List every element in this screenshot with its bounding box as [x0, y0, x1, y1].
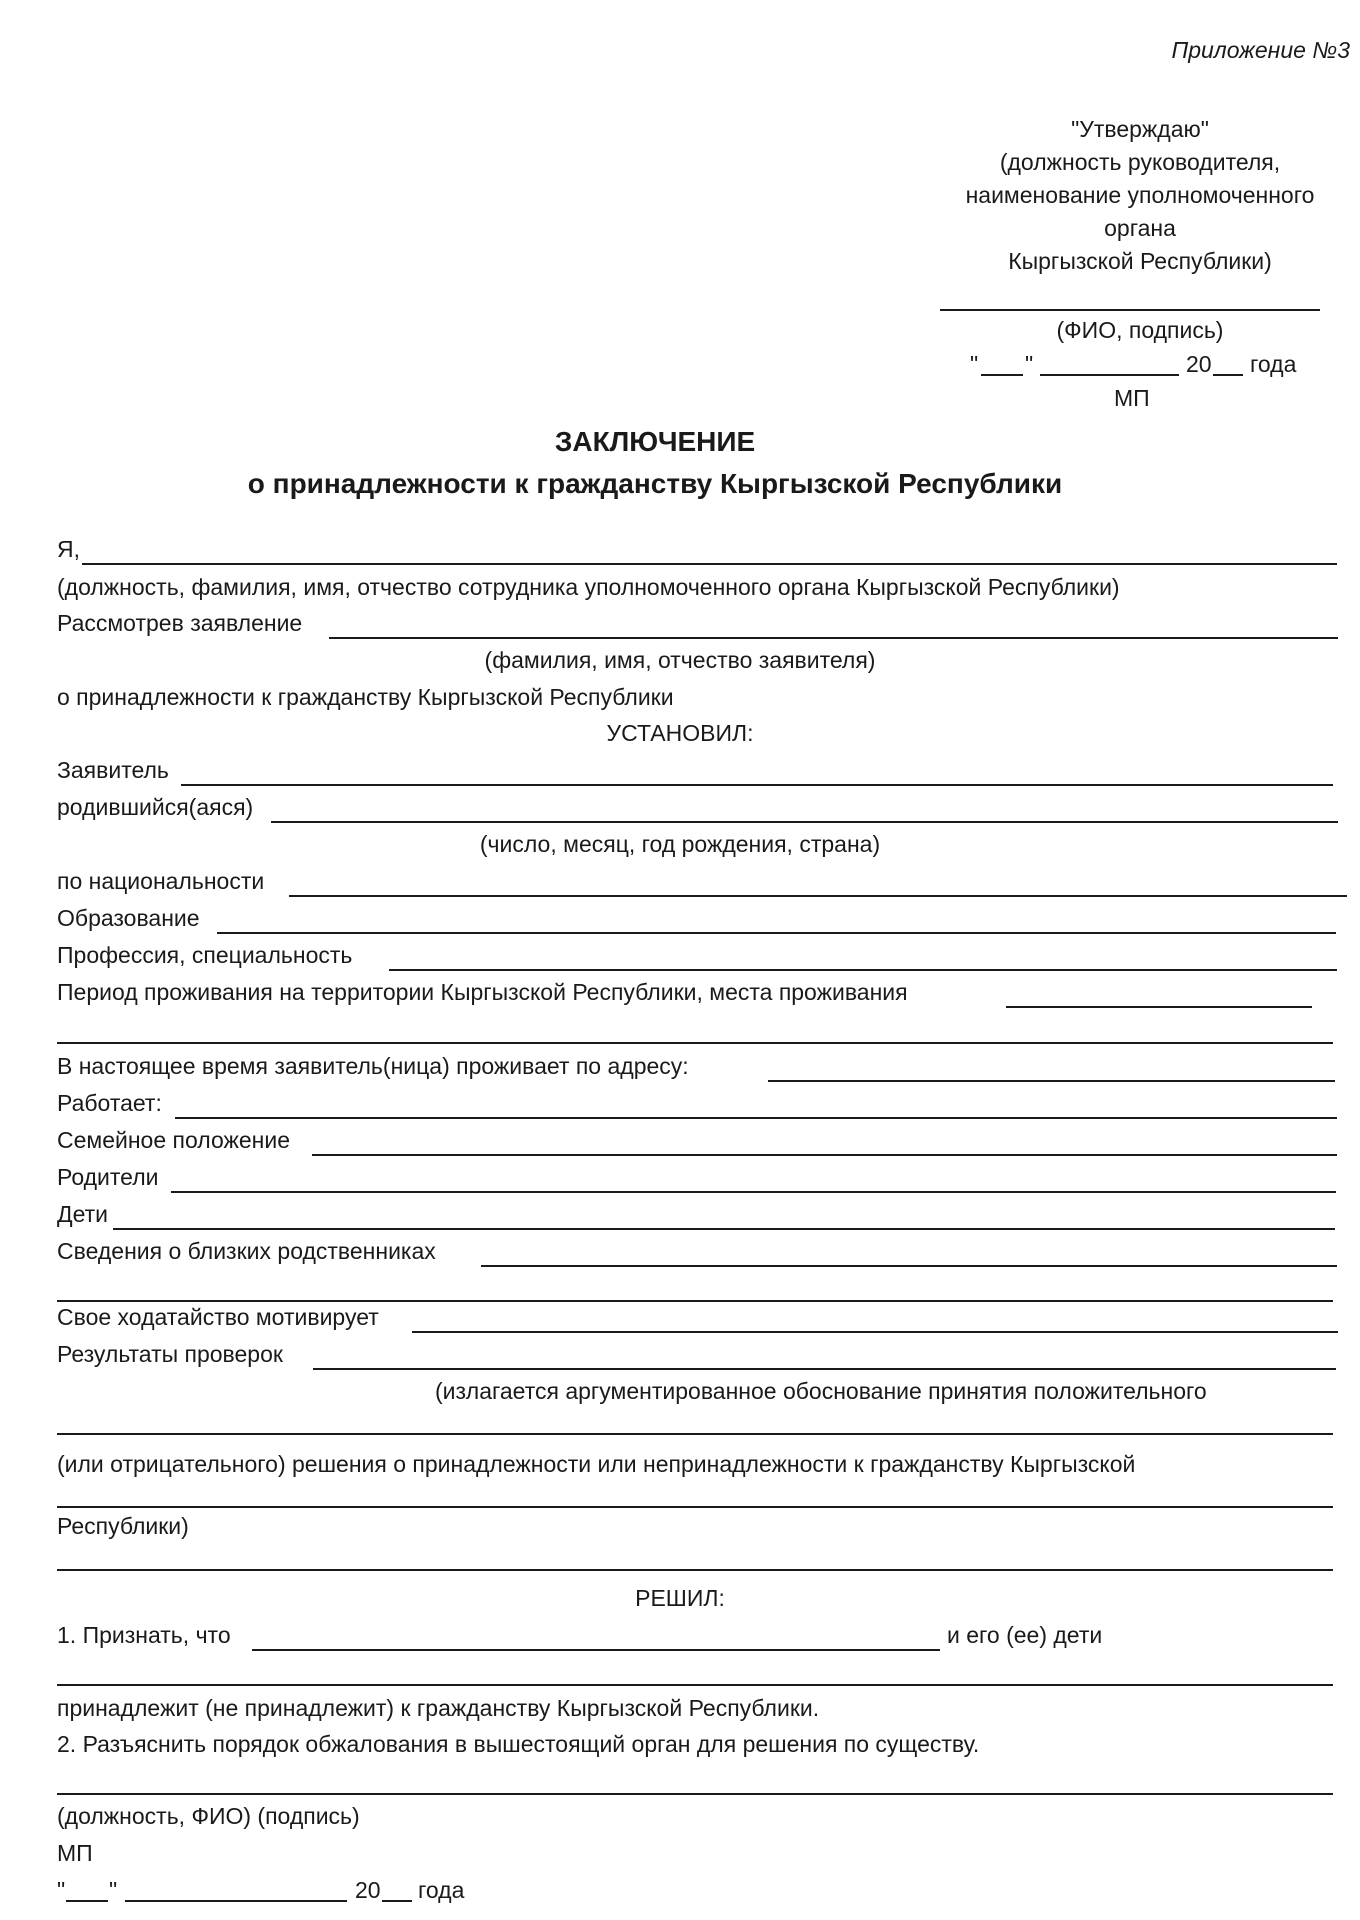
children-row — [57, 1200, 1335, 1230]
appendix-number: Приложение №3 — [1171, 37, 1350, 63]
education-field[interactable] — [217, 932, 1336, 934]
approve-date-year-field[interactable] — [1213, 374, 1243, 376]
approve-date-day-field[interactable] — [981, 374, 1023, 376]
footer-stamp: МП — [57, 1840, 93, 1866]
reasoning-hint-3: Республики) — [57, 1513, 189, 1539]
applicant-name-field[interactable] — [329, 637, 1338, 639]
point1-name-field[interactable] — [252, 1649, 940, 1651]
footer-date-suffix: года — [418, 1877, 465, 1903]
document-title: ЗАКЛЮЧЕНИЕ — [554, 426, 756, 457]
signature-field[interactable] — [57, 1793, 1333, 1795]
motivation-label: Свое ходатайство мотивирует — [57, 1304, 379, 1330]
officer-label: Я, — [57, 536, 80, 562]
parents-field[interactable] — [171, 1191, 1336, 1193]
nationality-row — [57, 867, 1347, 897]
approve-line-3: наименование уполномоченного — [965, 182, 1315, 208]
works-field[interactable] — [175, 1117, 1337, 1119]
relatives-label: Сведения о близких родственниках — [57, 1238, 436, 1264]
reasoning-hint-1: (излагается аргументированное обоснование принятия положительного — [435, 1378, 1207, 1404]
approve-line-4: органа — [1104, 215, 1176, 241]
reasoning-hint-2: (или отрицательного) решения о принадлежности или непринадлежности к гражданству Кыргызской — [57, 1451, 1136, 1477]
residence-period-field-continued[interactable] — [57, 1042, 1333, 1044]
decided-heading: РЕШИЛ: — [635, 1585, 725, 1611]
residence-period-field[interactable] — [1006, 1006, 1312, 1008]
parents-row — [57, 1163, 1336, 1193]
approve-date-quote-close: " — [1025, 351, 1034, 377]
profession-label: Профессия, специальность — [57, 942, 353, 968]
education-row — [57, 904, 1336, 934]
current-address-row — [57, 1052, 1335, 1082]
officer-hint: (должность, фамилия, имя, отчество сотрудника уполномоченного органа Кыргызской Республики) — [57, 574, 1120, 600]
approve-date-month-field[interactable] — [1040, 374, 1179, 376]
approve-date-suffix: года — [1250, 351, 1297, 377]
point1-field-continued[interactable] — [57, 1684, 1333, 1686]
reasoning-field-3[interactable] — [57, 1569, 1333, 1571]
born-hint: (число, месяц, год рождения, страна) — [479, 831, 881, 857]
checks-row — [57, 1340, 1336, 1370]
checks-label: Результаты проверок — [57, 1341, 283, 1367]
parents-label: Родители — [57, 1164, 159, 1190]
residence-period-row — [57, 978, 1312, 1008]
reasoning-field-2[interactable] — [57, 1506, 1333, 1508]
residence-period-label: Период проживания на территории Кыргызской Республики, места проживания — [57, 979, 908, 1005]
approve-line-5: Кыргызской Республики) — [1008, 248, 1272, 274]
approve-date-quote-open: " — [970, 351, 979, 377]
approve-stamp: МП — [1114, 385, 1150, 411]
footer-date-quote-open: " — [57, 1877, 66, 1903]
reviewed-label: Рассмотрев заявление — [57, 610, 303, 636]
footer-date-quote-close: " — [109, 1877, 118, 1903]
born-field[interactable] — [271, 821, 1338, 823]
marital-label: Семейное положение — [57, 1127, 290, 1153]
nationality-label: по национальности — [57, 868, 265, 894]
born-label: родившийся(аяся) — [57, 794, 254, 820]
officer-field[interactable] — [82, 563, 1337, 565]
footer-date-year-field[interactable] — [382, 1900, 412, 1902]
approve-signature-hint: (ФИО, подпись) — [1056, 317, 1224, 343]
reviewed-row — [57, 609, 1338, 639]
signature-hint: (должность, ФИО) (подпись) — [57, 1803, 360, 1829]
footer-date-month-field[interactable] — [125, 1900, 347, 1902]
relatives-row — [57, 1237, 1337, 1267]
point1-conclusion: принадлежит (не принадлежит) к гражданству Кыргызской Республики. — [57, 1695, 820, 1721]
works-row — [57, 1089, 1337, 1119]
point1-label: 1. Признать, что — [57, 1622, 231, 1648]
relatives-field[interactable] — [481, 1265, 1337, 1267]
profession-field[interactable] — [389, 969, 1337, 971]
reasoning-field-1[interactable] — [57, 1433, 1333, 1435]
approve-line-1: "Утверждаю" — [1071, 116, 1209, 142]
nationality-field[interactable] — [289, 895, 1347, 897]
officer-row — [57, 535, 1337, 565]
approve-date-year-prefix: 20 — [1186, 351, 1212, 377]
footer-date-day-field[interactable] — [66, 1900, 108, 1902]
applicant-hint: (фамилия, имя, отчество заявителя) — [484, 647, 876, 673]
applicant-row — [57, 756, 1333, 786]
point2-text: 2. Разъяснить порядок обжалования в вышестоящий орган для решения по существу. — [57, 1731, 980, 1757]
children-field[interactable] — [113, 1228, 1335, 1230]
marital-row — [57, 1126, 1337, 1156]
motivation-field[interactable] — [412, 1331, 1338, 1333]
about-text: о принадлежности к гражданству Кыргызской Республики — [57, 684, 674, 710]
applicant-label: Заявитель — [57, 757, 169, 783]
point1-row — [57, 1621, 1337, 1651]
born-row — [57, 793, 1338, 823]
established-heading: УСТАНОВИЛ: — [606, 720, 754, 746]
current-address-label: В настоящее время заявитель(ница) проживает по адресу: — [57, 1053, 689, 1079]
children-label: Дети — [57, 1201, 108, 1227]
marital-field[interactable] — [312, 1154, 1337, 1156]
relatives-field-continued[interactable] — [57, 1300, 1333, 1302]
point1-children-text: и его (ее) дети — [947, 1622, 1103, 1648]
motivation-row — [57, 1303, 1338, 1333]
profession-row — [57, 941, 1337, 971]
document-subtitle: о принадлежности к гражданству Кыргызской Республики — [247, 468, 1063, 499]
approve-line-2: (должность руководителя, — [999, 149, 1281, 175]
footer-date-year-prefix: 20 — [355, 1877, 381, 1903]
works-label: Работает: — [57, 1090, 162, 1116]
approve-signature-line[interactable] — [940, 309, 1320, 311]
applicant-field[interactable] — [181, 784, 1333, 786]
current-address-field[interactable] — [768, 1080, 1335, 1082]
education-label: Образование — [57, 905, 200, 931]
checks-field[interactable] — [313, 1368, 1336, 1370]
